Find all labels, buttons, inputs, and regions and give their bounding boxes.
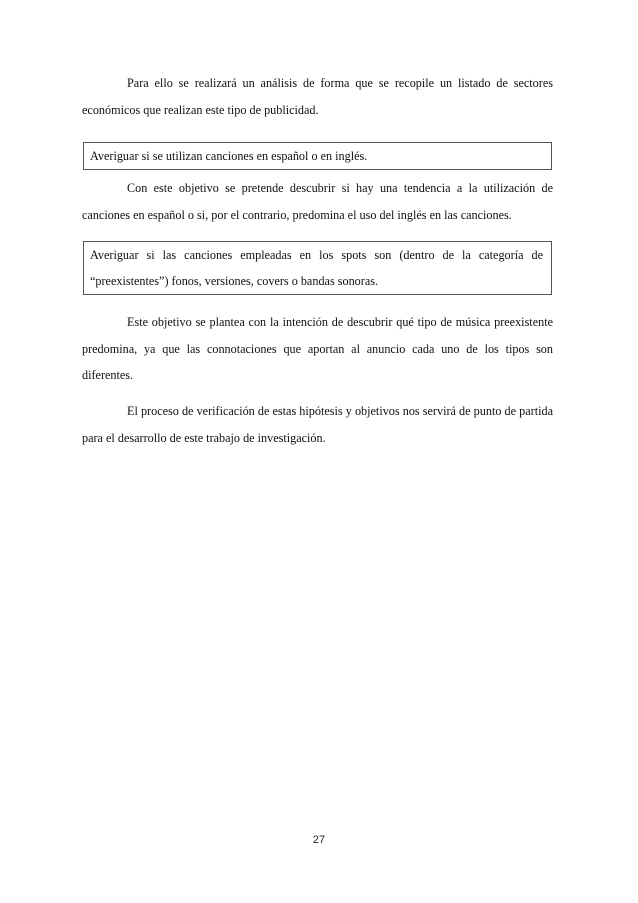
page-number: 27: [312, 834, 326, 846]
paragraph-sectors: Para ello se realizará un análisis de forma que se recopile un listado de sectores económicos que realizan este tipo de publicidad.: [82, 76, 553, 117]
paragraph-music-type: Este objetivo se plantea con la intención de descubrir qué tipo de música preexistente predomina, ya que las connotaciones que aportan al anuncio cada uno de los tipos son diferentes.: [82, 315, 553, 382]
paragraph-language-trend: Con este objetivo se pretende descubrir si hay una tendencia a la utilización de canciones en español o si, por el contrario, predomina el uso del inglés en las canciones.: [82, 181, 553, 222]
objective-box-language: Averiguar si se utilizan canciones en español o en inglés.: [83, 142, 552, 170]
paragraph-verification: El proceso de verificación de estas hipótesis y objetivos nos servirá de punto de partida para el desarrollo de este trabajo de investigación.: [82, 404, 553, 445]
objective-box-song-type: Averiguar si las canciones empleadas en los spots son (dentro de la categoría de “preexistentes”) fonos, versiones, covers o bandas sonoras.: [83, 241, 552, 295]
